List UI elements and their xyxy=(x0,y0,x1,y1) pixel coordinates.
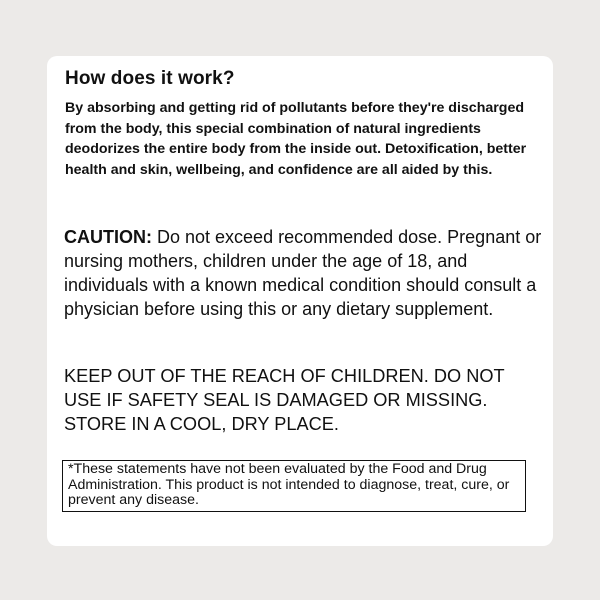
how-it-works-text: By absorbing and getting rid of pollutants before they're discharged from the body, this special combination of natural ingredients deodorizes the entire body from the inside out. Detoxification, better health and skin, wellbeing, and confidence are all aided by this. xyxy=(65,100,527,178)
keep-out-warning: KEEP OUT OF THE REACH OF CHILDREN. DO NOT USE IF SAFETY SEAL IS DAMAGED OR MISSING. STORE IN A COOL, DRY PLACE. xyxy=(64,366,505,434)
section-heading: How does it work? xyxy=(65,68,235,89)
caution-label: CAUTION: xyxy=(64,227,152,247)
label-card xyxy=(47,56,553,546)
caution-paragraph xyxy=(64,225,546,321)
fda-disclaimer-box: *These statements have not been evaluated by the Food and Drug Administration. This product is not intended to diagnose, treat, cure, or prevent any disease. xyxy=(62,460,526,512)
caution-text: Do not exceed recommended dose. Pregnant or nursing mothers, children under the age of 18, and individuals with a known medical condition should consult a physician before using this or any dietary supplement. xyxy=(64,227,542,319)
